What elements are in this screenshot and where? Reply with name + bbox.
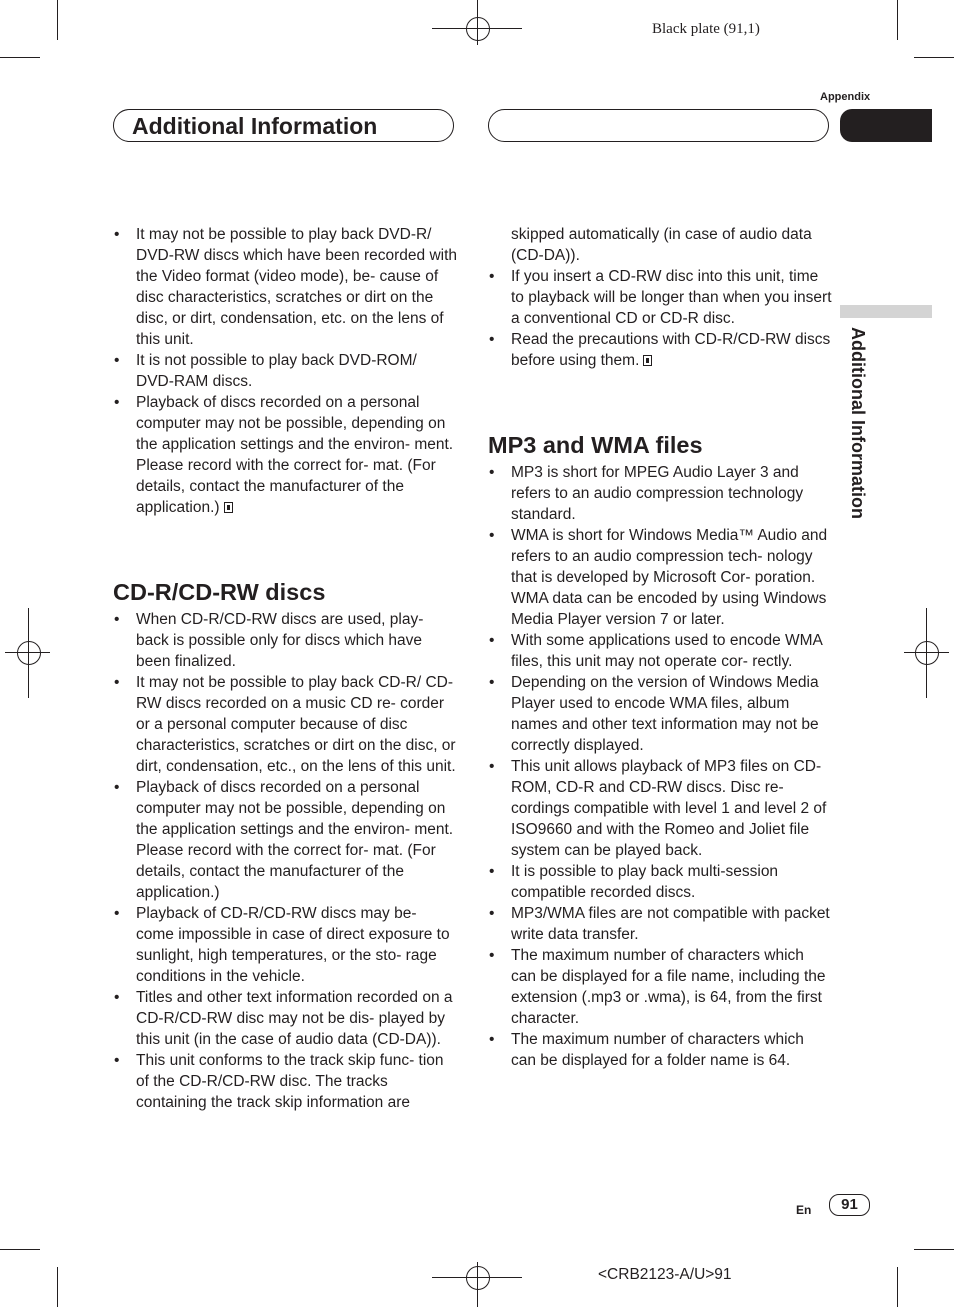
list-item: • Playback of discs recorded on a personal computer may not be possible, depending on the application settings and the environ- ment. Please record with the correct for- mat. (For details, contact the manufacturer of the application.): [113, 777, 458, 903]
plate-label: Black plate (91,1): [652, 21, 760, 37]
section-heading-cdr: CD-R/CD-RW discs: [113, 579, 326, 605]
list-item: • The maximum number of characters which can be displayed for a file name, including the extension (.mp3 or .wma), is 64, from the first character.: [488, 945, 833, 1029]
section-tab-black: [840, 109, 932, 142]
side-tab-gray: [840, 305, 932, 318]
list-item-continued: skipped automatically (in case of audio data (CD-DA)).: [511, 226, 812, 264]
list-item: • WMA is short for Windows Media™ Audio and refers to an audio compression tech- nology that is developed by Microsoft Cor- poration. WMA data can be encoded by using Windows Media Player version 7 or later.: [488, 525, 833, 630]
list-item: • This unit conforms to the track skip func- tion of the CD-R/CD-RW disc. The tracks containing the track skip information are: [113, 1050, 458, 1113]
list-item: • With some applications used to encode WMA files, this unit may not operate cor- rectly.: [488, 630, 833, 672]
list-item: • It is possible to play back multi-session compatible recorded discs.: [488, 861, 833, 903]
list-item: • Read the precautions with CD-R/CD-RW discs before using them.: [488, 329, 833, 371]
list-item: • Titles and other text information recorded on a CD-R/CD-RW disc may not be dis- played by this unit (in the case of audio data (CD-DA)).: [113, 987, 458, 1050]
right-column: [488, 224, 833, 1071]
list-item: • MP3 is short for MPEG Audio Layer 3 and refers to an audio compression technology standard.: [488, 462, 833, 525]
list-item: • When CD-R/CD-RW discs are used, play- back is possible only for discs which have been finalized.: [113, 609, 458, 672]
list-item: • It may not be possible to play back CD-R/ CD-RW discs recorded on a music CD re- corder or a personal computer because of disc characteristics, scratches or dirt on the disc, or dirt, condensation, etc., on the lens of this unit.: [113, 672, 458, 777]
page-number: 91: [829, 1194, 870, 1216]
mp3-list: [488, 462, 833, 1071]
end-mark-icon: [643, 355, 652, 366]
header-empty-box: [488, 109, 829, 142]
header-title: Additional Information: [132, 113, 378, 139]
continued-list: [488, 224, 833, 371]
list-item: • It may not be possible to play back DVD-R/ DVD-RW discs which have been recorded with the Video format (video mode), be- cause of disc characteristics, scratches or dirt on the disc, or dirt, condensation, etc. on the lens of this unit.: [113, 224, 458, 350]
side-tab-label: Additional Information: [848, 327, 868, 519]
document-code: <CRB2123-A/U>91: [598, 1266, 732, 1283]
list-item: • Playback of CD-R/CD-RW discs may be- come impossible in case of direct exposure to sunlight, high temperatures, or the sto- rage conditions in the vehicle.: [113, 903, 458, 987]
list-item: • The maximum number of characters which can be displayed for a folder name is 64.: [488, 1029, 833, 1071]
header-title-box: [113, 109, 454, 142]
section-heading-mp3: MP3 and WMA files: [488, 432, 703, 458]
language-label: En: [796, 1203, 812, 1217]
list-item: • Playback of discs recorded on a personal computer may not be possible, depending on the application settings and the environ- ment. Please record with the correct for- mat. (For details, contact the manufacturer of the application.): [113, 392, 458, 518]
list-item: • If you insert a CD-RW disc into this unit, time to playback will be longer than when you insert a conventional CD or CD-R disc.: [488, 266, 833, 329]
end-mark-icon: [224, 502, 233, 513]
list-item: • Depending on the version of Windows Media Player used to encode WMA files, album names and other text information may not be correctly displayed.: [488, 672, 833, 756]
intro-list: [113, 224, 458, 518]
list-item: • It is not possible to play back DVD-ROM/ DVD-RAM discs.: [113, 350, 458, 392]
list-item: • MP3/WMA files are not compatible with packet write data transfer.: [488, 903, 833, 945]
appendix-label: Appendix: [820, 91, 871, 103]
left-column: [113, 224, 458, 1113]
cdr-list: [113, 609, 458, 1113]
list-item: • This unit allows playback of MP3 files on CD-ROM, CD-R and CD-RW discs. Disc re- cordings compatible with level 1 and level 2 of ISO9660 and with the Romeo and Joliet file system can be played back.: [488, 756, 833, 861]
